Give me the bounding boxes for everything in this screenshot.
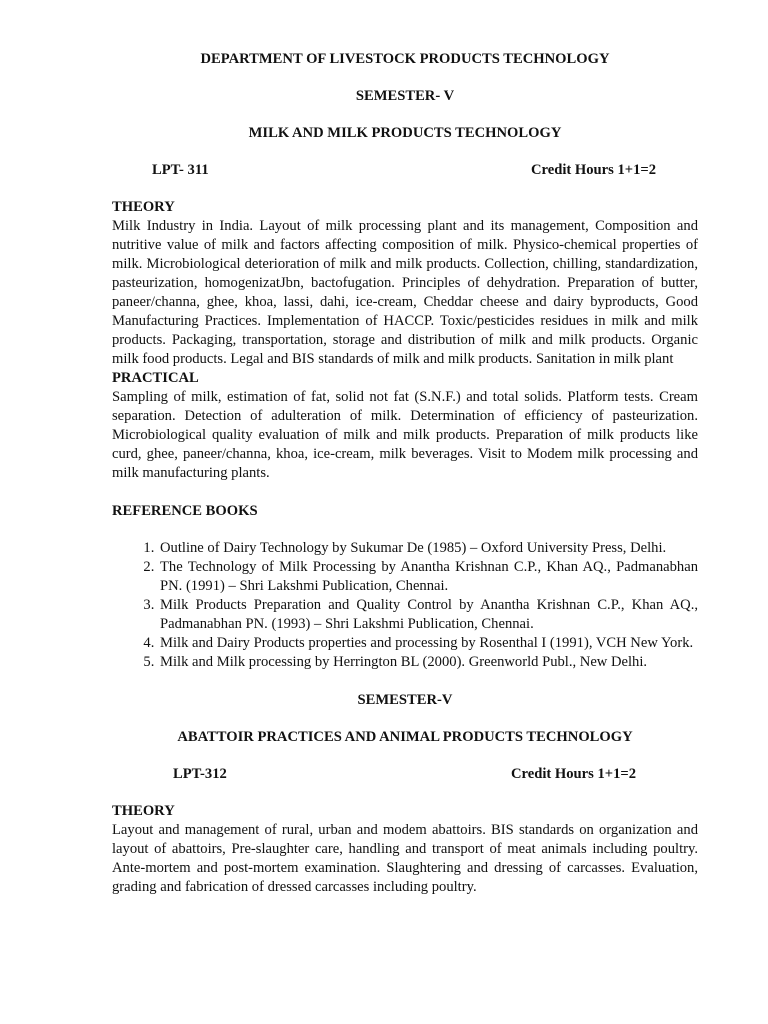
reference-item: 2. The Technology of Milk Processing by Anantha Krishnan C.P., Khan AQ., Padmanabhan PN. (1991) – Shri Lakshmi Publication, Chennai. — [158, 558, 698, 596]
theory-heading: THEORY — [112, 199, 175, 215]
theory-text-2: Layout and management of rural, urban and modem abattoirs. BIS standards on organization and layout of abattoirs, Pre-slaughter care, handling and transport of meat animals including poultry. Ante-mortem and post-mortem examination. Slaughtering and dressing of carcasses. Evaluation, grading and fabrication of dressed carcasses including poultry. — [112, 822, 698, 895]
reference-item: 4. Milk and Dairy Products properties and processing by Rosenthal I (1991), VCH New York. — [158, 634, 698, 653]
reference-item: 3. Milk Products Preparation and Quality Control by Anantha Krishnan C.P., Khan AQ., Padmanabhan PN. (1993) – Shri Lakshmi Publication, Chennai. — [158, 596, 698, 634]
course-title-2: ABATTOIR PRACTICES AND ANIMAL PRODUCTS TECHNOLOGY — [177, 729, 633, 745]
reference-item: 1. Outline of Dairy Technology by Sukumar De (1985) – Oxford University Press, Delhi. — [158, 539, 698, 558]
theory-text: Milk Industry in India. Layout of milk processing plant and its management, Composition and nutritive value of milk and factors affecting composition of milk. Physico-chemical properties of milk. Microbiological deterioration of milk and milk products. Collection, chilling, standardization, pasteurization, homogenizatJbn, bactofugation. Principles of dehydration. Preparation of butter, paneer/channa, ghee, khoa, lassi, dahi, ice-cream, Cheddar cheese and dairy byproducts, Good Manufacturing Practices. Implementation of HACCP. Toxic/pesticides residues in milk and milk products. Packaging, transportation, storage and distribution of milk and milk products. Organic milk food products. Legal and BIS standards of milk and milk products. Sanitation in milk plant — [112, 218, 698, 367]
reference-item: 5. Milk and Milk processing by Herrington BL (2000). Greenworld Publ., New Delhi. — [158, 653, 698, 672]
credit-hours-2: Credit Hours 1+1=2 — [510, 766, 636, 782]
semester-heading-2: SEMESTER-V — [357, 692, 453, 708]
course-code-row — [112, 161, 698, 180]
course-code-2: LPT-312 — [173, 766, 227, 782]
theory-heading-2: THEORY — [112, 803, 175, 819]
document-page — [112, 48, 698, 897]
course-code-row-2 — [112, 765, 698, 784]
course-code: LPT- 311 — [152, 162, 209, 178]
reference-list — [112, 539, 698, 672]
department-heading: DEPARTMENT OF LIVESTOCK PRODUCTS TECHNOLOGY — [200, 51, 610, 67]
semester-heading: SEMESTER- V — [355, 88, 455, 104]
course-title: MILK AND MILK PRODUCTS TECHNOLOGY — [248, 125, 562, 141]
practical-text: Sampling of milk, estimation of fat, solid not fat (S.N.F.) and total solids. Platform tests. Cream separation. Detection of adulteration of milk. Determination of efficiency of pasteurization. Microbiological quality evaluation of milk and milk products. Preparation of milk products like curd, ghee, paneer/channa, khoa, ice-cream, milk beverages. Visit to Modem milk processing and milk manufacturing plants. — [112, 389, 698, 481]
reference-books-heading: REFERENCE BOOKS — [112, 503, 258, 519]
credit-hours: Credit Hours 1+1=2 — [530, 162, 656, 178]
practical-heading: PRACTICAL — [112, 370, 199, 386]
